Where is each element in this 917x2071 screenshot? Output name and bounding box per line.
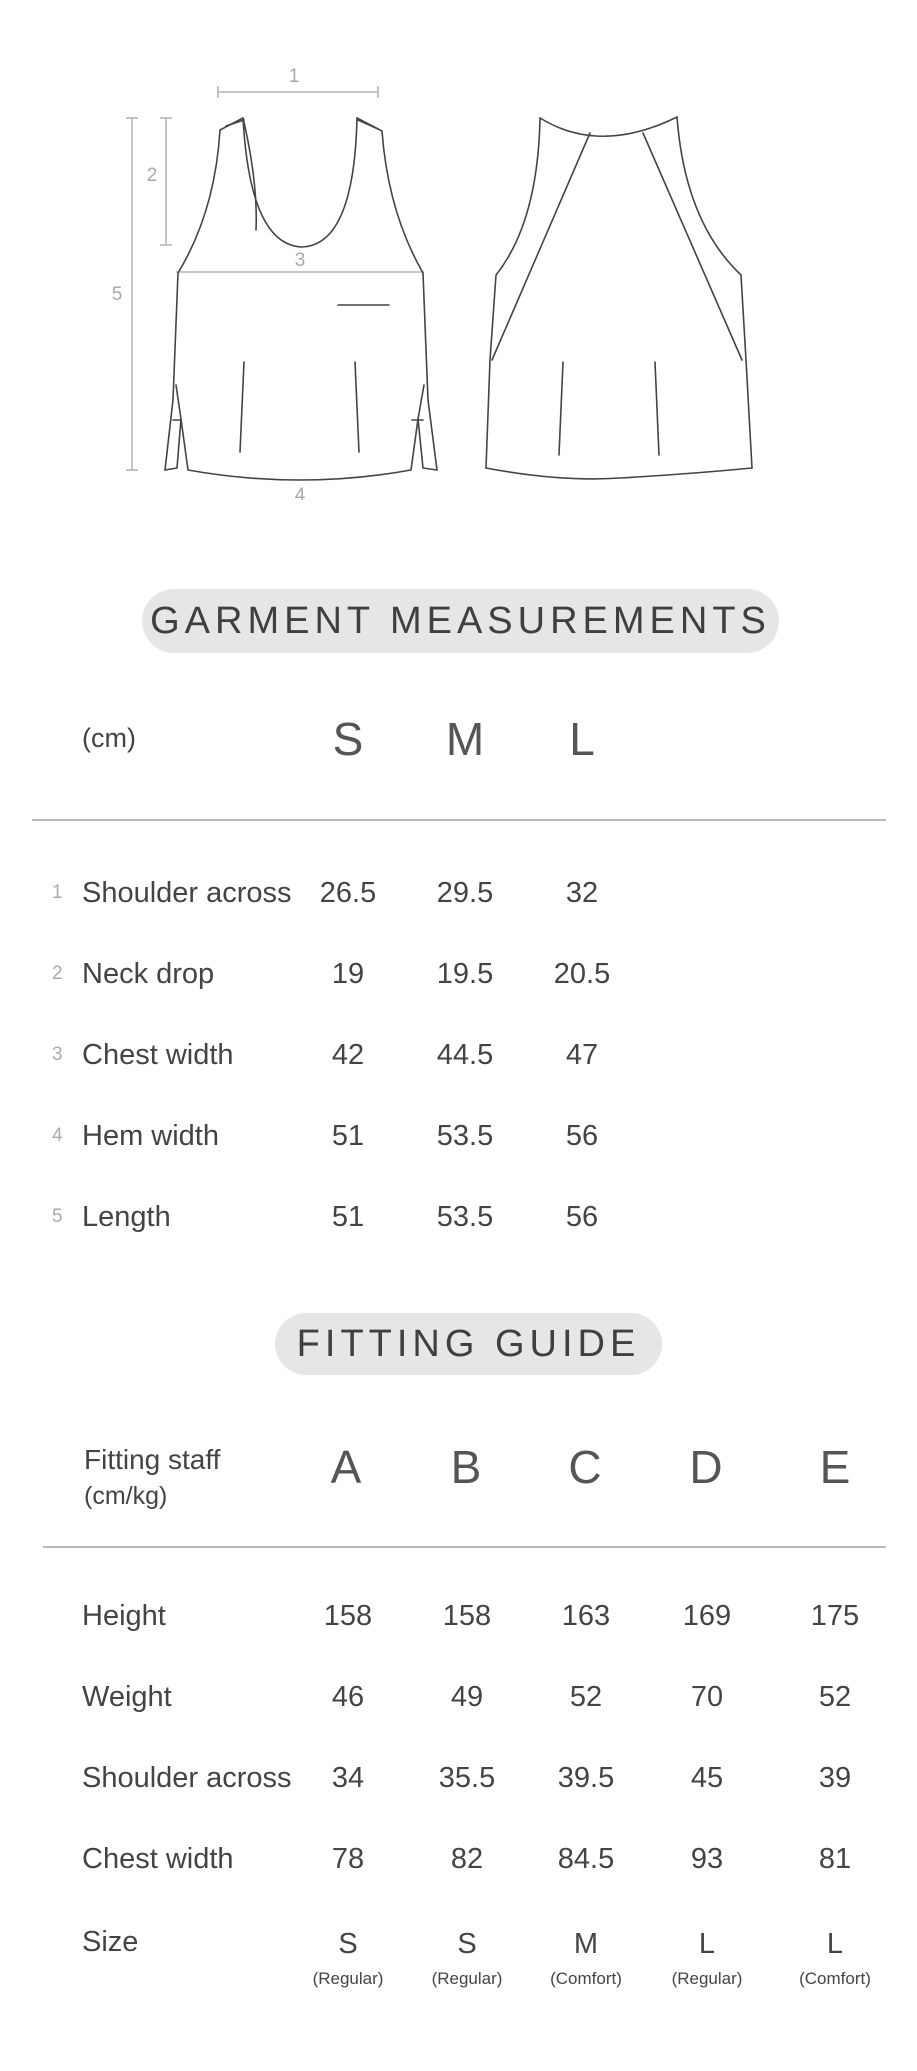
fit-note: (Regular) bbox=[671, 1969, 743, 1988]
size-header-l: L bbox=[569, 713, 595, 765]
fitting-value: 84.5 bbox=[557, 1843, 615, 1875]
size-row-label: Size bbox=[82, 1926, 139, 1958]
staff-header-c: C bbox=[568, 1441, 602, 1493]
measurement-value: 44.5 bbox=[436, 1039, 494, 1071]
row-number: 4 bbox=[52, 1125, 63, 1146]
row-number: 2 bbox=[52, 963, 63, 984]
fitting-value: 52 bbox=[569, 1681, 603, 1713]
fitting-value: 52 bbox=[818, 1681, 852, 1713]
fitting-unit-label: (cm/kg) bbox=[84, 1482, 168, 1510]
fitting-guide-heading bbox=[275, 1313, 662, 1375]
measurement-value: 53.5 bbox=[436, 1201, 494, 1233]
garment-unit-label: (cm) bbox=[82, 723, 136, 753]
measurement-label: Shoulder across bbox=[82, 877, 292, 909]
dimension-lines bbox=[126, 86, 436, 500]
size-header-s: S bbox=[332, 713, 364, 765]
size-value: S bbox=[338, 1928, 358, 1960]
fitting-value: 78 bbox=[331, 1843, 365, 1875]
fitting-label: Shoulder across bbox=[82, 1762, 292, 1794]
fitting-value: 70 bbox=[690, 1681, 724, 1713]
dimension-label-1: 1 bbox=[288, 66, 300, 87]
fit-note: (Regular) bbox=[431, 1969, 503, 1988]
garment-measurements-heading bbox=[142, 589, 779, 653]
fitting-value: 35.5 bbox=[438, 1762, 496, 1794]
fit-note: (Regular) bbox=[312, 1969, 384, 1988]
fit-note: (Comfort) bbox=[550, 1969, 622, 1988]
measurement-value: 53.5 bbox=[436, 1120, 494, 1152]
fitting-value: 93 bbox=[690, 1843, 724, 1875]
dimension-label-5: 5 bbox=[111, 284, 123, 305]
measurement-value: 51 bbox=[331, 1201, 365, 1233]
measurement-value: 42 bbox=[331, 1039, 365, 1071]
size-value: S bbox=[457, 1928, 477, 1960]
fitting-value: 45 bbox=[690, 1762, 724, 1794]
fitting-label: Weight bbox=[82, 1681, 172, 1713]
fitting-value: 82 bbox=[450, 1843, 484, 1875]
garment-front-view bbox=[165, 118, 437, 480]
fitting-guide-title: FITTING GUIDE bbox=[296, 1322, 641, 1365]
fitting-divider bbox=[43, 1546, 886, 1548]
measurement-value: 19 bbox=[331, 958, 365, 990]
fitting-value: 39.5 bbox=[557, 1762, 615, 1794]
measurement-label: Hem width bbox=[82, 1120, 219, 1152]
fitting-value: 158 bbox=[442, 1600, 492, 1632]
staff-header-b: B bbox=[450, 1441, 482, 1493]
staff-header-d: D bbox=[689, 1441, 723, 1493]
fitting-label: Chest width bbox=[82, 1843, 234, 1875]
row-number: 1 bbox=[52, 882, 63, 903]
measurement-value: 32 bbox=[565, 877, 599, 909]
measurement-value: 19.5 bbox=[436, 958, 494, 990]
size-value: L bbox=[698, 1928, 716, 1960]
size-value: L bbox=[826, 1928, 844, 1960]
garment-measurements-title: GARMENT MEASUREMENTS bbox=[150, 599, 771, 642]
fitting-value: 34 bbox=[331, 1762, 365, 1794]
fitting-value: 175 bbox=[810, 1600, 860, 1632]
fitting-value: 163 bbox=[561, 1600, 611, 1632]
measurement-label: Chest width bbox=[82, 1039, 234, 1071]
measurement-value: 56 bbox=[565, 1201, 599, 1233]
measurement-value: 56 bbox=[565, 1120, 599, 1152]
row-number: 3 bbox=[52, 1044, 63, 1065]
fitting-value: 158 bbox=[323, 1600, 373, 1632]
size-value: M bbox=[573, 1928, 599, 1960]
measurement-value: 51 bbox=[331, 1120, 365, 1152]
garment-divider bbox=[32, 819, 886, 821]
fitting-value: 49 bbox=[450, 1681, 484, 1713]
fitting-value: 39 bbox=[818, 1762, 852, 1794]
measurement-value: 26.5 bbox=[319, 877, 377, 909]
measurement-value: 20.5 bbox=[553, 958, 611, 990]
measurement-value: 29.5 bbox=[436, 877, 494, 909]
fitting-staff-label: Fitting staff bbox=[84, 1444, 221, 1475]
measurement-label: Neck drop bbox=[82, 958, 215, 990]
fit-note: (Comfort) bbox=[799, 1969, 871, 1988]
measurement-value: 47 bbox=[565, 1039, 599, 1071]
measurement-label: Length bbox=[82, 1201, 171, 1233]
garment-back-view bbox=[486, 117, 752, 479]
dimension-label-3: 3 bbox=[294, 250, 306, 271]
fitting-value: 81 bbox=[818, 1843, 852, 1875]
size-header-m: M bbox=[445, 713, 485, 765]
fitting-value: 169 bbox=[682, 1600, 732, 1632]
staff-header-e: E bbox=[819, 1441, 851, 1493]
dimension-label-4: 4 bbox=[294, 485, 306, 500]
row-number: 5 bbox=[52, 1206, 63, 1227]
garment-diagram bbox=[0, 0, 917, 500]
fitting-value: 46 bbox=[331, 1681, 365, 1713]
fitting-label: Height bbox=[82, 1600, 166, 1632]
dimension-label-2: 2 bbox=[146, 165, 158, 186]
staff-header-a: A bbox=[330, 1441, 362, 1493]
